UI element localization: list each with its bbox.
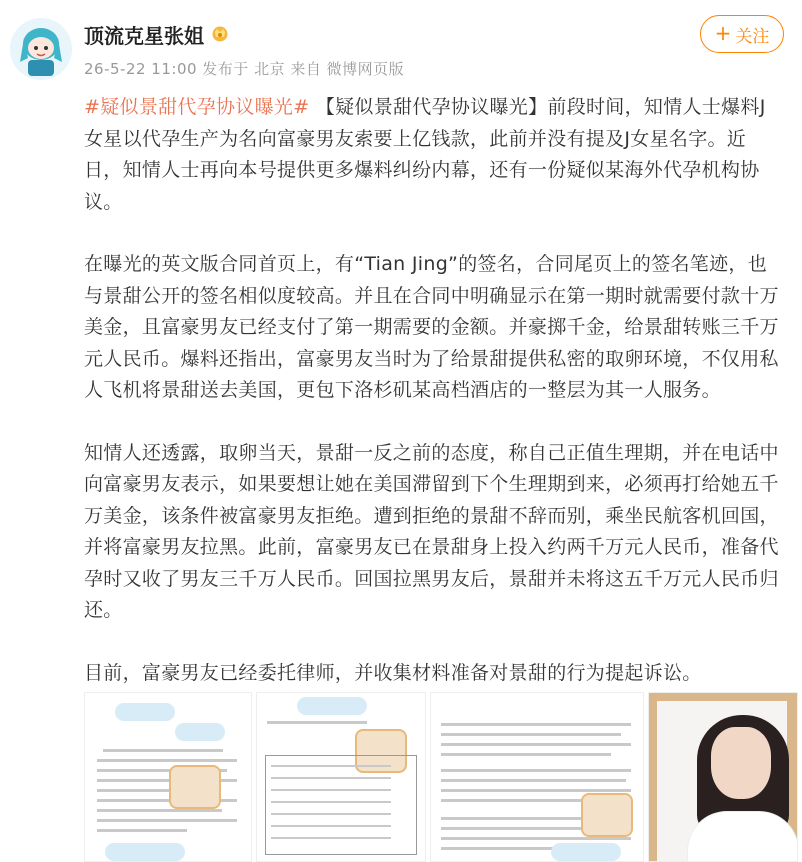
image-grid [84,692,802,862]
follow-button[interactable] [700,15,784,53]
paragraph-3: 知情人还透露，取卵当天，景甜一反之前的态度，称自己正值生理期，并在电话中向富豪男友表示，如果要想让她在美国滞留到下个生理期到来，必须再打给她五千万美金，该条件被富豪男友拒绝。遭到拒绝的景甜不辞而别，乘坐民航客机回国，并将富豪男友拉黑。此前，富豪男友已在景甜身上投入约两千万元人民币，准备代孕时又收了男友三千万人民币。回国拉黑男友后，景甜并未将这五千万元人民币归还。 [84,441,779,621]
post-meta: 26-5-22 11:00 发布于 北京 来自 微博网页版 [84,60,405,78]
plus-icon: + [714,21,732,45]
avatar[interactable] [10,18,72,80]
topic-link[interactable]: #疑似景甜代孕协议曝光# [84,96,310,118]
username-text[interactable]: 顶流克星张姐 [84,24,204,48]
contract-text-page-image[interactable] [430,692,644,862]
post-header [0,0,802,90]
username[interactable] [84,20,230,49]
paragraph-1-text: 【疑似景甜代孕协议曝光】前段时间，知情人士爆料J女星以代孕生产为名向富豪男友索要上亿钱款，此前并没有提及J女星名字。近日，知情人士再向本号提供更多爆料纠纷内幕，还有一份疑似某海外代孕机构协议。 [84,96,766,213]
follow-label: 关注 [735,26,770,47]
paragraph-1 [84,92,784,218]
avatar-cartoon-icon [10,18,72,80]
paragraph-2: 在曝光的英文版合同首页上，有“Tian Jing”的签名，合同尾页上的签名笔迹，也与景甜公开的签名相似度较高。并且在合同中明确显示在第一期时就需要付款十万美金，且富豪男友已经支付了第一期需要的金额。并豪掷千金，给景甜转账三千万元人民币。爆料还指出，富豪男友当时为了给景甜提供私密的取卵环境，不仅用私人飞机将景甜送去美国，更包下洛杉矶某高档酒店的一整层为其一人服务。 [84,253,779,401]
contract-first-page-image[interactable] [84,692,252,862]
post-content [84,92,784,689]
portrait-photo-image[interactable] [648,692,798,862]
verified-badge-icon [210,24,230,46]
contract-payment-table-image[interactable] [256,692,426,862]
paragraph-4: 目前，富豪男友已经委托律师，并收集材料准备对景甜的行为提起诉讼。 [84,661,702,684]
